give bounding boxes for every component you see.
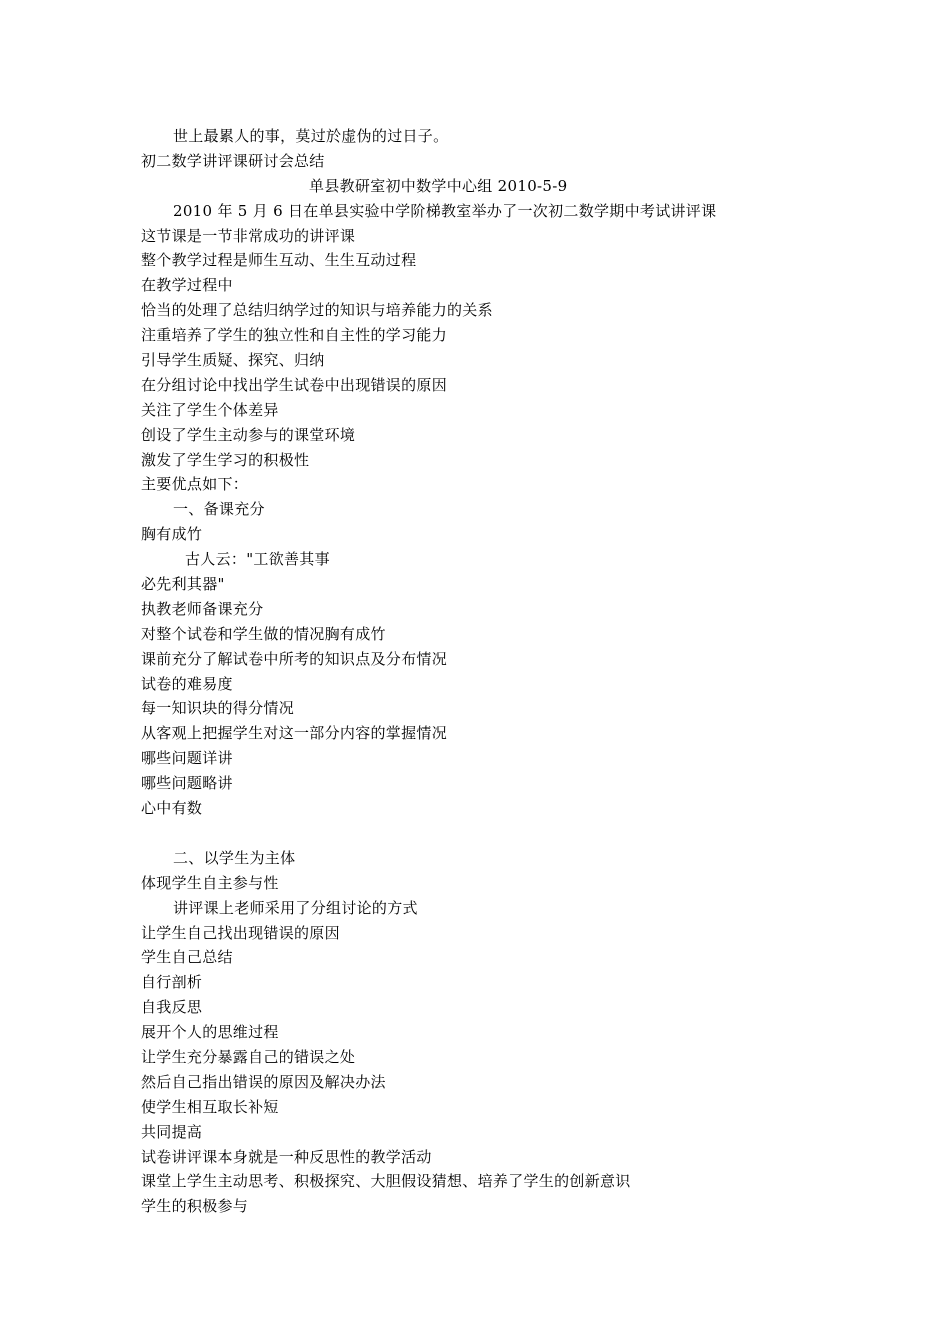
text-line: 心中有数 [141,799,203,818]
text-line: 使学生相互取长补短 [141,1097,279,1116]
text-line: 创设了学生主动参与的课堂环境 [141,425,356,444]
text-line: 让学生充分暴露自己的错误之处 [141,1047,356,1066]
text-line: 展开个人的思维过程 [141,1023,279,1042]
text-line: 自我反思 [141,998,203,1017]
text-line: 2010 年 5 月 6 日在单县实验中学阶梯教室举办了一次初二数学期中考试讲评课 [173,201,717,220]
text-line: 在分组讨论中找出学生试卷中出现错误的原因 [141,375,448,394]
text-line: 然后自己指出错误的原因及解决办法 [141,1072,386,1091]
text-line: 注重培养了学生的独立性和自主性的学习能力 [141,326,448,345]
text-line: 胸有成竹 [141,525,203,544]
blank-line [141,821,821,846]
text-line: 对整个试卷和学生做的情况胸有成竹 [141,624,386,643]
text-line: 引导学生质疑、探究、归纳 [141,351,325,370]
text-line: 关注了学生个体差异 [141,400,279,419]
text-line: 课前充分了解试卷中所考的知识点及分布情况 [141,649,448,668]
body-lines [141,199,821,1220]
text-line: 执教老师备课充分 [141,599,264,618]
text-line: 在教学过程中 [141,276,233,295]
text-line: 激发了学生学习的积极性 [141,450,310,469]
motto-line: 世上最累人的事，莫过於虚伪的过日子。 [173,127,449,145]
text-line: 每一知识块的得分情况 [141,699,295,718]
text-line: 恰当的处理了总结归纳学过的知识与培养能力的关系 [141,301,493,320]
text-line: 哪些问题详讲 [141,749,233,768]
text-line: 让学生自己找出现错误的原因 [141,923,340,942]
text-line: 主要优点如下： [141,475,249,494]
text-line: 学生的积极参与 [141,1197,249,1216]
text-line: 哪些问题略讲 [141,774,233,793]
text-line: 体现学生自主参与性 [141,873,279,892]
text-line: 自行剖析 [141,973,203,992]
text-line: 试卷讲评课本身就是一种反思性的教学活动 [141,1147,432,1166]
text-line: 讲评课上老师采用了分组讨论的方式 [173,898,418,917]
text-line: 共同提高 [141,1122,203,1141]
text-line: 古人云："工欲善其事 [185,550,330,569]
author-date-line: 单县教研室初中数学中心组 2010-5-9 [309,176,568,195]
document-body [141,124,821,1219]
text-line: 必先利其器" [141,575,225,594]
text-line: 试卷的难易度 [141,674,233,693]
text-line: 学生自己总结 [141,948,233,967]
text-line: 二、以学生为主体 [173,848,296,867]
text-line: 整个教学过程是师生互动、生生互动过程 [141,251,417,270]
text-line: 这节课是一节非常成功的讲评课 [141,226,356,245]
text-line: 一、备课充分 [173,500,265,519]
text-line: 从客观上把握学生对这一部分内容的掌握情况 [141,724,448,743]
document-title: 初二数学讲评课研讨会总结 [141,151,325,170]
text-line: 课堂上学生主动思考、积极探究、大胆假设猜想、培养了学生的创新意识 [141,1172,631,1191]
